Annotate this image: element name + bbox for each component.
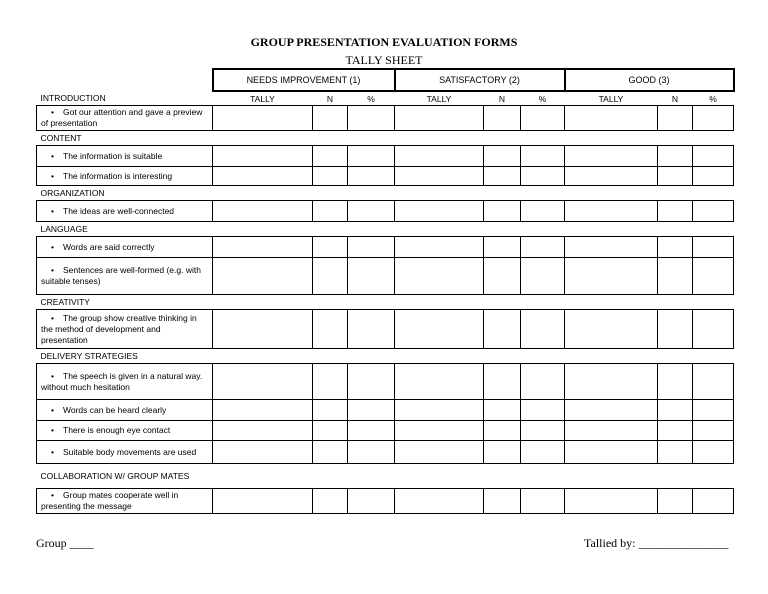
tally-input-cell[interactable] [313,201,348,222]
criterion-row [37,201,734,222]
tally-input-cell[interactable] [348,400,395,421]
section-row [37,131,734,146]
criterion-row [37,167,734,186]
tally-input-cell[interactable] [521,167,565,186]
tally-input-cell[interactable] [484,489,521,514]
tally-input-cell[interactable] [565,421,658,441]
tally-input-cell[interactable] [313,237,348,258]
criterion-cell [37,237,213,258]
criterion-row [37,421,734,441]
empty-cell [658,349,693,364]
tally-input-cell[interactable] [521,441,565,464]
tally-input-cell[interactable] [693,146,734,167]
empty-cell [693,222,734,237]
bullet-icon: • [51,241,54,252]
group-good: GOOD (3) [565,69,734,91]
criterion-text: Got our attention and gave a preview of presentation [41,107,203,128]
tally-input-cell[interactable] [348,364,395,400]
tally-input-cell[interactable] [565,310,658,349]
empty-cell [313,131,348,146]
empty-cell [348,131,395,146]
empty-cell [348,186,395,201]
empty-cell [484,295,521,310]
section-row [37,222,734,237]
tally-input-cell[interactable] [565,364,658,400]
tally-input-cell[interactable] [565,237,658,258]
criterion-cell [37,489,213,514]
criterion-cell [37,258,213,295]
tally-input-cell[interactable] [521,310,565,349]
criterion-text: Words are said correctly [63,241,155,252]
tally-input-cell[interactable] [213,201,313,222]
empty-cell [658,464,693,489]
tally-input-cell[interactable] [313,489,348,514]
tally-input-cell[interactable] [213,364,313,400]
tallied-by-field[interactable]: Tallied by: _______________ [584,536,729,550]
empty-cell [521,464,565,489]
tally-input-cell[interactable] [348,441,395,464]
section-title: ORGANIZATION [40,188,105,198]
tally-input-cell[interactable] [395,310,484,349]
section-row [37,464,734,489]
empty-cell [693,349,734,364]
criterion-text: Suitable body movements are used [63,446,197,457]
bullet-icon: • [51,205,54,216]
tally-input-cell[interactable] [395,237,484,258]
criterion-row [37,441,734,464]
tally-input-cell[interactable] [565,201,658,222]
empty-cell [565,222,658,237]
empty-cell [693,464,734,489]
empty-cell [213,349,313,364]
criterion-row [37,489,734,514]
criterion-text: Group mates cooperate well in presenting the message [41,490,179,511]
tally-input-cell[interactable] [693,258,734,295]
tally-input-cell[interactable] [348,146,395,167]
tally-input-cell[interactable] [313,441,348,464]
empty-cell [313,186,348,201]
tally-input-cell[interactable] [658,489,693,514]
empty-cell [658,295,693,310]
tally-input-cell[interactable] [348,310,395,349]
empty-cell [521,131,565,146]
tally-input-cell[interactable] [395,201,484,222]
empty-cell [484,464,521,489]
section-row [37,349,734,364]
tally-input-cell[interactable] [693,310,734,349]
bullet-icon: • [51,150,54,161]
empty-cell [693,186,734,201]
empty-cell [213,222,313,237]
criterion-cell [37,310,213,349]
col-percent: % [709,93,717,104]
tally-input-cell[interactable] [484,400,521,421]
criterion-cell [37,146,213,167]
tally-input-cell[interactable] [213,310,313,349]
empty-cell [213,131,313,146]
empty-cell [565,186,658,201]
section-title: COLLABORATION W/ GROUP MATES [40,471,190,481]
tally-input-cell[interactable] [213,400,313,421]
tally-input-cell[interactable] [565,441,658,464]
group-satisfactory: SATISFACTORY (2) [395,69,565,91]
tally-input-cell[interactable] [213,489,313,514]
tally-input-cell[interactable] [565,106,658,131]
tally-input-cell[interactable] [484,146,521,167]
empty-cell [484,349,521,364]
tally-input-cell[interactable] [521,201,565,222]
form-subtitle: TALLY SHEET [345,53,423,67]
tally-input-cell[interactable] [521,146,565,167]
empty-cell [348,349,395,364]
tally-input-cell[interactable] [658,237,693,258]
empty-cell [484,131,521,146]
tally-input-cell[interactable] [348,489,395,514]
tally-input-cell[interactable] [395,364,484,400]
tally-input-cell[interactable] [313,364,348,400]
bullet-icon: • [51,170,54,181]
col-tally: TALLY [426,93,452,104]
empty-cell [521,295,565,310]
empty-cell [484,186,521,201]
criterion-text: The information is suitable [63,150,163,161]
empty-cell [348,222,395,237]
tally-input-cell[interactable] [658,258,693,295]
empty-cell [348,295,395,310]
criterion-cell [37,400,213,421]
empty-cell [395,131,484,146]
criterion-text: Sentences are well-formed (e.g. with suitable tenses) [41,265,201,286]
group-needs-improvement: NEEDS IMPROVEMENT (1) [213,69,395,91]
empty-cell [565,464,658,489]
tally-input-cell[interactable] [658,201,693,222]
section-title: CREATIVITY [40,297,90,307]
criterion-text: The ideas are well-connected [63,205,175,216]
bullet-icon: • [51,490,54,500]
empty-cell [395,464,484,489]
empty-cell [658,131,693,146]
tally-input-cell[interactable] [348,106,395,131]
tally-input-cell[interactable] [313,258,348,295]
empty-cell [395,186,484,201]
bullet-icon: • [51,370,54,381]
tally-input-cell[interactable] [213,258,313,295]
empty-cell [693,295,734,310]
bullet-icon: • [51,446,54,457]
tally-input-cell[interactable] [521,258,565,295]
criterion-cell [37,441,213,464]
tally-input-cell[interactable] [565,489,658,514]
empty-cell [521,222,565,237]
criterion-row [37,106,734,131]
empty-cell [521,186,565,201]
tally-input-cell[interactable] [565,400,658,421]
tally-input-cell[interactable] [348,237,395,258]
tally-input-cell[interactable] [484,106,521,131]
criterion-text: The information is interesting [63,170,173,181]
criterion-text: The group show creative thinking in the method of development and presentation [41,312,197,345]
criterion-row [37,258,734,295]
col-tally: TALLY [598,93,624,104]
tally-input-cell[interactable] [658,441,693,464]
empty-cell [395,222,484,237]
tally-table [36,68,735,514]
group-field[interactable]: Group ____ [36,536,94,550]
tally-input-cell[interactable] [521,489,565,514]
tally-input-cell[interactable] [693,489,734,514]
section-title: CONTENT [40,133,82,143]
tally-input-cell[interactable] [213,441,313,464]
tally-input-cell[interactable] [395,106,484,131]
tally-input-cell[interactable] [693,167,734,186]
empty-cell [565,349,658,364]
tally-input-cell[interactable] [313,310,348,349]
tally-input-cell[interactable] [693,237,734,258]
empty-cell [313,222,348,237]
tally-input-cell[interactable] [313,167,348,186]
col-n: N [498,93,506,104]
empty-cell [565,295,658,310]
col-n: N [326,93,334,104]
tally-input-cell[interactable] [565,258,658,295]
tally-input-cell[interactable] [484,364,521,400]
rating-header-row [37,69,734,91]
tally-input-cell[interactable] [395,146,484,167]
criterion-row [37,400,734,421]
tally-input-cell[interactable] [484,441,521,464]
tally-input-cell[interactable] [213,167,313,186]
tally-input-cell[interactable] [693,441,734,464]
col-percent: % [538,93,547,104]
header-spacer [37,69,213,91]
tally-input-cell[interactable] [213,106,313,131]
empty-cell [484,222,521,237]
criterion-row [37,146,734,167]
tally-input-cell[interactable] [521,400,565,421]
tally-input-cell[interactable] [693,201,734,222]
introduction-heading: INTRODUCTION [40,93,106,103]
tally-input-cell[interactable] [395,489,484,514]
tally-input-cell[interactable] [348,167,395,186]
tally-input-cell[interactable] [521,237,565,258]
section-title: LANGUAGE [40,224,88,234]
tally-input-cell[interactable] [658,310,693,349]
tally-input-cell[interactable] [213,146,313,167]
tally-input-cell[interactable] [313,400,348,421]
criterion-cell [37,364,213,400]
tally-input-cell[interactable] [693,400,734,421]
tally-input-cell[interactable] [395,421,484,441]
tally-input-cell[interactable] [395,167,484,186]
criterion-cell [37,167,213,186]
tally-input-cell[interactable] [658,146,693,167]
col-n: N [671,93,679,104]
empty-cell [395,349,484,364]
tally-input-cell[interactable] [693,106,734,131]
tally-input-cell[interactable] [565,167,658,186]
tally-input-cell[interactable] [213,237,313,258]
column-header-row [37,91,734,106]
tally-input-cell[interactable] [313,146,348,167]
empty-cell [521,349,565,364]
criterion-text: There is enough eye contact [63,425,171,435]
empty-cell [693,131,734,146]
empty-cell [213,186,313,201]
tally-input-cell[interactable] [658,364,693,400]
form-title: GROUP PRESENTATION EVALUATION FORMS [250,35,518,49]
criterion-text: Words can be heard clearly [63,404,167,415]
empty-cell [658,186,693,201]
tally-input-cell[interactable] [484,237,521,258]
tally-input-cell[interactable] [348,258,395,295]
tally-input-cell[interactable] [658,167,693,186]
tally-input-cell[interactable] [658,106,693,131]
criterion-row [37,310,734,349]
bullet-icon: • [51,265,54,275]
tally-input-cell[interactable] [484,310,521,349]
tally-input-cell[interactable] [348,201,395,222]
tally-input-cell[interactable] [395,258,484,295]
tally-input-cell[interactable] [521,106,565,131]
tally-input-cell[interactable] [395,441,484,464]
criterion-row [37,364,734,400]
empty-cell [658,222,693,237]
section-row [37,186,734,201]
bullet-icon: • [51,312,54,323]
criterion-cell [37,421,213,441]
col-tally: TALLY [250,93,275,104]
empty-cell [313,295,348,310]
tally-input-cell[interactable] [213,421,313,441]
tally-input-cell[interactable] [484,167,521,186]
tally-input-cell[interactable] [693,364,734,400]
bullet-icon: • [51,107,54,117]
tally-input-cell[interactable] [484,201,521,222]
tally-input-cell[interactable] [348,421,395,441]
tally-input-cell[interactable] [565,146,658,167]
col-percent: % [367,93,375,104]
tally-input-cell[interactable] [658,421,693,441]
tally-input-cell[interactable] [395,400,484,421]
empty-cell [565,131,658,146]
bullet-icon: • [51,404,54,415]
tally-input-cell[interactable] [484,421,521,441]
empty-cell [313,464,348,489]
tally-input-cell[interactable] [313,106,348,131]
empty-cell [213,295,313,310]
tally-input-cell[interactable] [313,421,348,441]
criterion-text: The speech is given in a natural way. without much hesitation [41,370,203,392]
tally-input-cell[interactable] [484,258,521,295]
empty-cell [313,349,348,364]
tally-input-cell[interactable] [521,364,565,400]
empty-cell [213,464,313,489]
tally-input-cell[interactable] [521,421,565,441]
bullet-icon: • [51,425,54,435]
section-title: DELIVERY STRATEGIES [40,351,138,361]
criterion-cell [37,106,213,131]
empty-cell [348,464,395,489]
tally-input-cell[interactable] [693,421,734,441]
tally-input-cell[interactable] [658,400,693,421]
criterion-row [37,237,734,258]
empty-cell [395,295,484,310]
criterion-cell [37,201,213,222]
section-row [37,295,734,310]
